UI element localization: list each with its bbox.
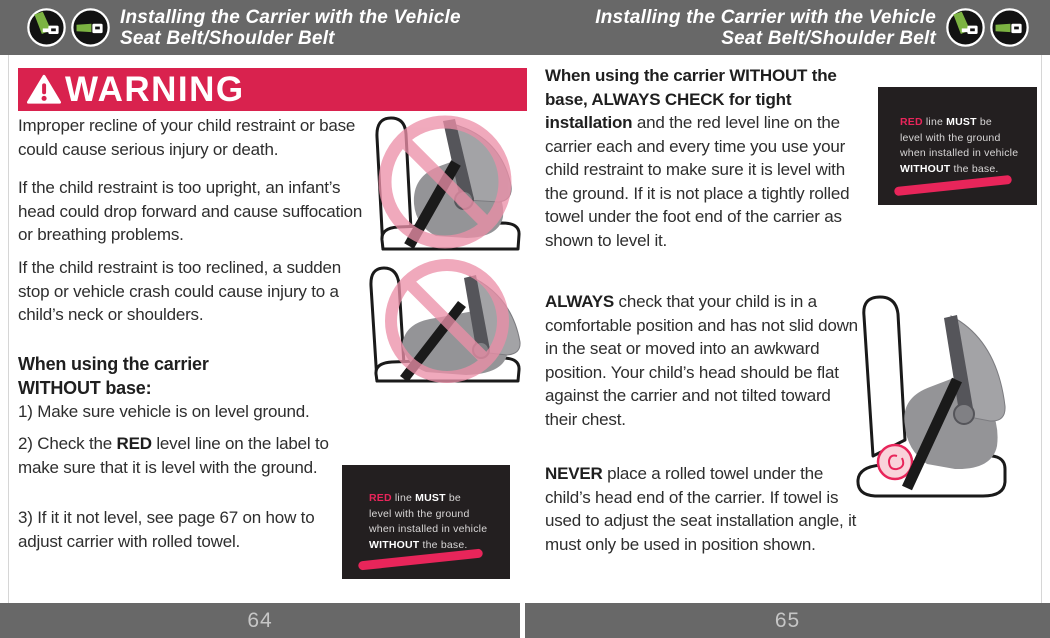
- label-segment: level with the ground: [900, 131, 1001, 144]
- paragraph-text: check that your child is in a comfortable position and has not slid down in the seat or moved into an awkward position. Your child’s head should be flat against the carrier and not tilted toward their chest.: [545, 292, 858, 429]
- header-left: [0, 0, 528, 55]
- label-must-word: MUST: [946, 116, 977, 128]
- page-number-right: 65: [774, 608, 801, 632]
- belt-icon-group: [945, 7, 1030, 48]
- step-2-text: 2) Check the: [18, 434, 117, 453]
- label-segment: when installed in vehicle: [369, 523, 488, 535]
- header-left-title-line1: Installing the Carrier with the Vehicle: [120, 6, 461, 28]
- label-segment: when installed in vehicle: [900, 147, 1019, 159]
- warning-triangle-icon: [27, 74, 61, 105]
- label-segment: the base.: [419, 538, 468, 551]
- red-level-line: [894, 175, 1012, 196]
- paragraph-bold-lead: NEVER: [545, 464, 603, 483]
- label-text: [369, 491, 487, 553]
- header-right-title-line1: Installing the Carrier with the Vehicle: [595, 6, 936, 28]
- heading-line1: When using the carrier: [18, 354, 209, 374]
- shoulder-belt-icon: [945, 7, 986, 48]
- left-page-edge: [8, 55, 9, 603]
- step-3: 3) If it it not level, see page 67 on how to adjust carrier with rolled towel.: [18, 508, 315, 551]
- label-red-word: RED: [900, 116, 923, 128]
- red-level-line-label: [342, 465, 510, 579]
- label-text: [900, 115, 1018, 177]
- step-2: [18, 432, 350, 479]
- header-left-title: [120, 7, 461, 49]
- paragraph-text: and the red level line on the carrier each and every time you use your child restraint to make sure it is level with the ground. If it is not place a tightly rolled towel under the foot end of the carrier as shown to level it.: [545, 113, 850, 250]
- shoulder-belt-icon: [26, 7, 67, 48]
- paragraph-text: place a rolled towel under the child’s head end of the carrier. If towel is used to adjust the seat installation angle, it must only be used in position shown.: [545, 464, 857, 554]
- rolled-towel: [878, 445, 912, 479]
- header-right: [528, 0, 1050, 55]
- paragraph-always-check-tight: [545, 64, 861, 252]
- label-segment: level with the ground: [369, 507, 470, 520]
- paragraph-too-upright: If the child restraint is too upright, an infant’s head could drop forward and cause suffocation or breathing problems.: [18, 178, 363, 244]
- step-2-text: level line on the label to make sure that it is level with the ground.: [18, 434, 329, 477]
- paragraph-too-reclined: If the child restraint is too reclined, a sudden stop or vehicle crash could cause injury to a child’s neck or shoulders.: [18, 258, 342, 324]
- label-red-word: RED: [369, 492, 392, 504]
- red-level-line-label: [878, 87, 1037, 205]
- right-page-edge: [1041, 55, 1042, 603]
- label-segment: the base.: [950, 162, 999, 175]
- header-left-title-line2: Seat Belt/Shoulder Belt: [120, 27, 335, 49]
- header-bar: [0, 0, 1050, 55]
- header-right-title-line2: Seat Belt/Shoulder Belt: [721, 27, 936, 49]
- label-without-word: WITHOUT: [369, 538, 420, 551]
- paragraph-always-comfortable: [545, 290, 861, 431]
- header-right-title: [595, 7, 936, 49]
- paragraph-never-towel: [545, 462, 861, 556]
- warning-title: WARNING: [65, 70, 245, 109]
- step-2-red-word: RED: [116, 434, 152, 453]
- illustration-too-upright-prohibited: [352, 103, 532, 251]
- label-segment: be: [976, 116, 992, 128]
- label-segment: line: [391, 492, 416, 504]
- heading-without-base: [18, 352, 278, 400]
- illustration-too-reclined-prohibited: [350, 258, 535, 383]
- paragraph-bold-lead: When using the carrier WITHOUT the base, ALWAYS CHECK for tight installation: [545, 66, 837, 132]
- label-segment: line: [922, 116, 947, 128]
- label-segment: be: [445, 492, 461, 504]
- belt-icon-group: [26, 7, 111, 48]
- heading-line2: WITHOUT base:: [18, 378, 152, 398]
- paragraph-improper-recline: Improper recline of your child restraint or base could cause serious injury or death.: [18, 116, 356, 159]
- lap-belt-icon: [70, 7, 111, 48]
- label-without-word: WITHOUT: [900, 162, 951, 175]
- footer-bar-left: [0, 603, 520, 638]
- label-must-word: MUST: [415, 492, 446, 504]
- step-1: 1) Make sure vehicle is on level ground.: [18, 402, 310, 421]
- footer-bar-right: [525, 603, 1050, 638]
- illustration-carrier-with-towel: [845, 288, 1013, 498]
- page-number-left: 64: [247, 608, 273, 632]
- paragraph-bold-lead: ALWAYS: [545, 292, 615, 311]
- lap-belt-icon: [989, 7, 1030, 48]
